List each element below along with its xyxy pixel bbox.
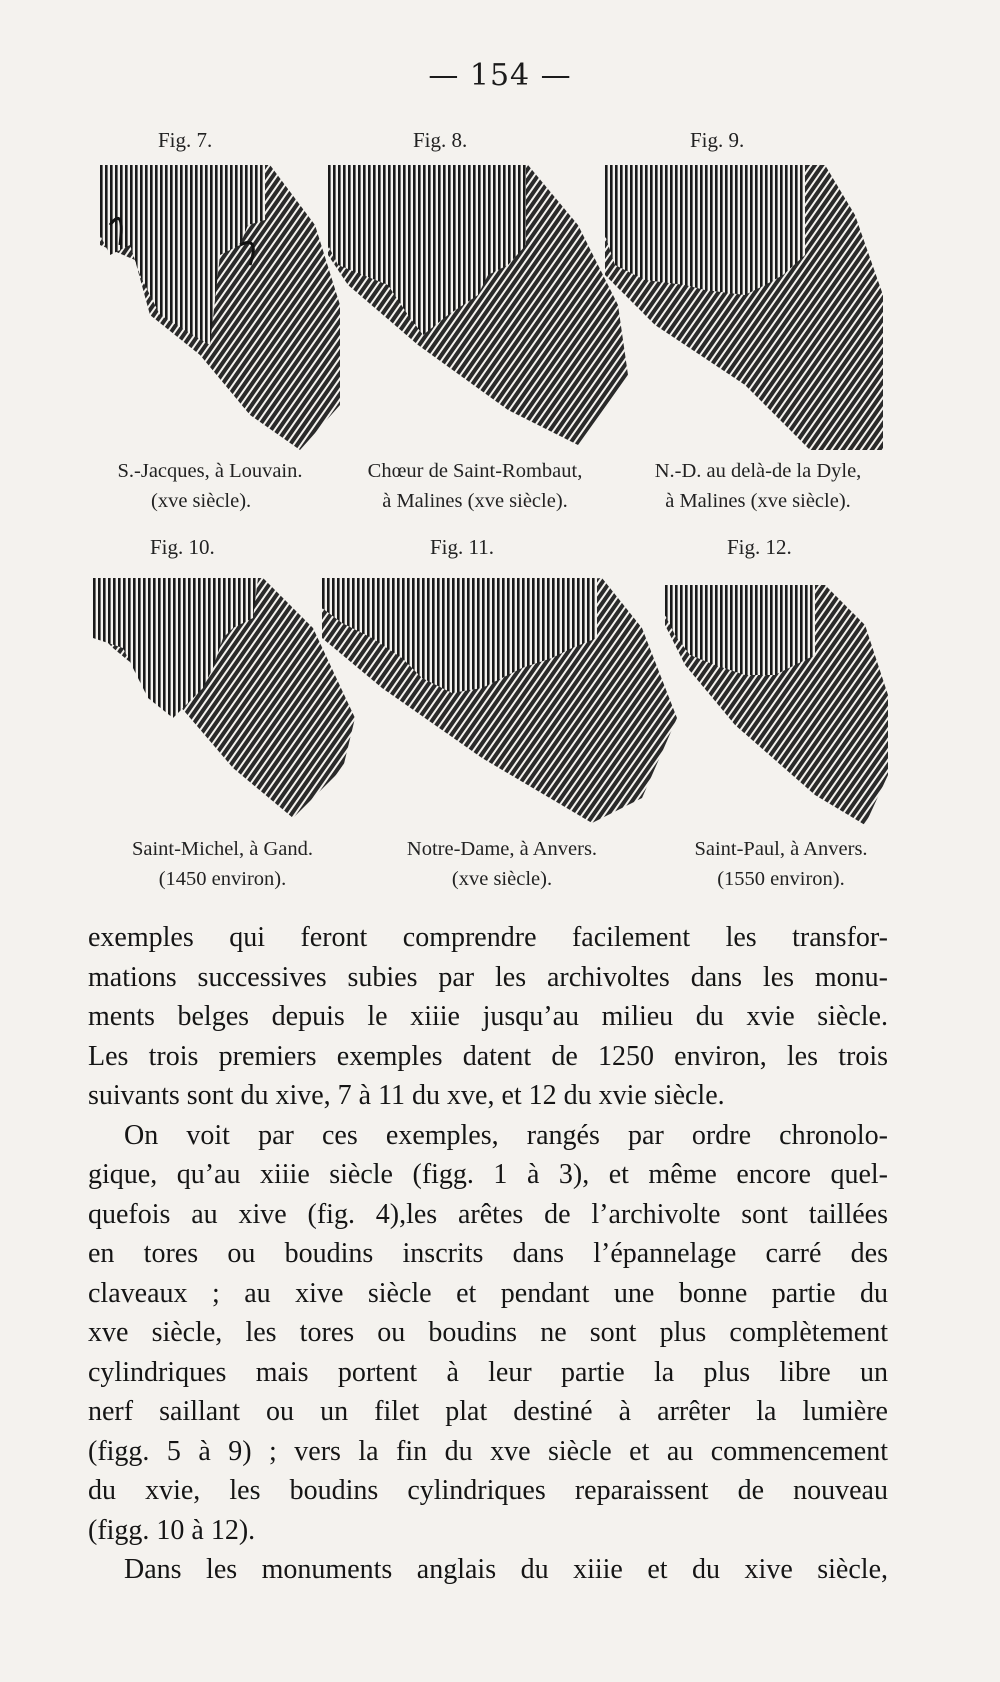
fig-9-caption [618, 456, 898, 516]
fig-7-caption-line1: S.-Jacques, à Louvain. [117, 460, 303, 482]
text-line: claveaux ; au xive siècle et pendant une bonne partie du [88, 1277, 888, 1309]
fig-10-caption [100, 834, 345, 894]
text-line: en tores ou boudins inscrits dans l’épannelage carré des [88, 1238, 888, 1269]
fig-12-label: Fig. 12. [727, 535, 792, 559]
fig-8-caption-line2: à Malines (xve siècle). [382, 490, 568, 512]
fig-11-caption [372, 834, 632, 894]
text-line: (figg. 5 à 9) ; vers la fin du xve siècle et au commencement [88, 1435, 888, 1467]
fig-9-engraving [605, 165, 885, 450]
fig-7-label: Fig. 7. [158, 128, 213, 152]
text-line: Dans les monuments anglais du xiiie et du xive siècle, [124, 1554, 888, 1585]
fig-9-label: Fig. 9. [690, 128, 745, 152]
fig-10-label: Fig. 10. [150, 535, 215, 559]
text-line: (figg. 10 à 12). [88, 1514, 256, 1546]
text-line: suivants sont du xive, 7 à 11 du xve, et 12 du xvie siècle. [88, 1080, 725, 1111]
fig-7-caption-line2: (xve siècle). [151, 490, 252, 512]
text-line: ments belges depuis le xiiie jusqu’au milieu du xvie siècle. [88, 1001, 888, 1032]
fig-8-engraving [328, 165, 633, 450]
text-line: On voit par ces exemples, rangés par ordre chronolo- [124, 1119, 888, 1151]
fig-12-caption [656, 834, 906, 894]
fig-12-engraving [665, 585, 890, 825]
text-line: exemples qui feront comprendre facilement les transfor- [88, 922, 888, 953]
text-line: gique, qu’au xiiie siècle (figg. 1 à 3), et même encore quel- [88, 1159, 888, 1190]
fig-11-engraving [322, 578, 682, 823]
fig-8-label: Fig. 8. [413, 128, 468, 152]
fig-11-caption-line1: Notre-Dame, à Anvers. [406, 838, 598, 860]
fig-10-caption-line1: Saint-Michel, à Gand. [131, 838, 314, 860]
fig-9-caption-line1: N.-D. au delà-de la Dyle, [654, 460, 862, 482]
fig-12-caption-line2: (1550 environ). [717, 868, 845, 890]
fig-9-caption-line2: à Malines (xve siècle). [665, 490, 851, 512]
fig-12-caption-line1: Saint-Paul, à Anvers. [694, 838, 868, 860]
text-line: nerf saillant ou un filet plat destiné à arrêter la lumière [88, 1396, 888, 1427]
page-number: — 154 — [428, 58, 572, 93]
text-line: quefois au xive (fig. 4),les arêtes de l’archivolte sont taillées [88, 1198, 888, 1230]
fig-7-caption [85, 456, 335, 516]
text-line: xve siècle, les tores ou boudins ne sont plus complètement [88, 1317, 888, 1348]
body-text [88, 918, 888, 1590]
fig-11-caption-line2: (xve siècle). [451, 868, 553, 890]
text-line: Les trois premiers exemples datent de 1250 environ, les trois [88, 1040, 888, 1072]
fig-11-label: Fig. 11. [430, 535, 494, 559]
fig-10-caption-line2: (1450 environ). [158, 868, 287, 890]
fig-8-caption-line1: Chœur de Saint-Rombaut, [367, 460, 583, 482]
text-line: cylindriques mais portent à leur partie la plus libre un [88, 1356, 888, 1388]
text-line: mations successives subies par les archivoltes dans les monu- [88, 961, 888, 993]
fig-7-engraving [100, 165, 340, 450]
fig-8-caption [340, 456, 610, 516]
text-line: du xvie, les boudins cylindriques reparaissent de nouveau [88, 1475, 888, 1506]
